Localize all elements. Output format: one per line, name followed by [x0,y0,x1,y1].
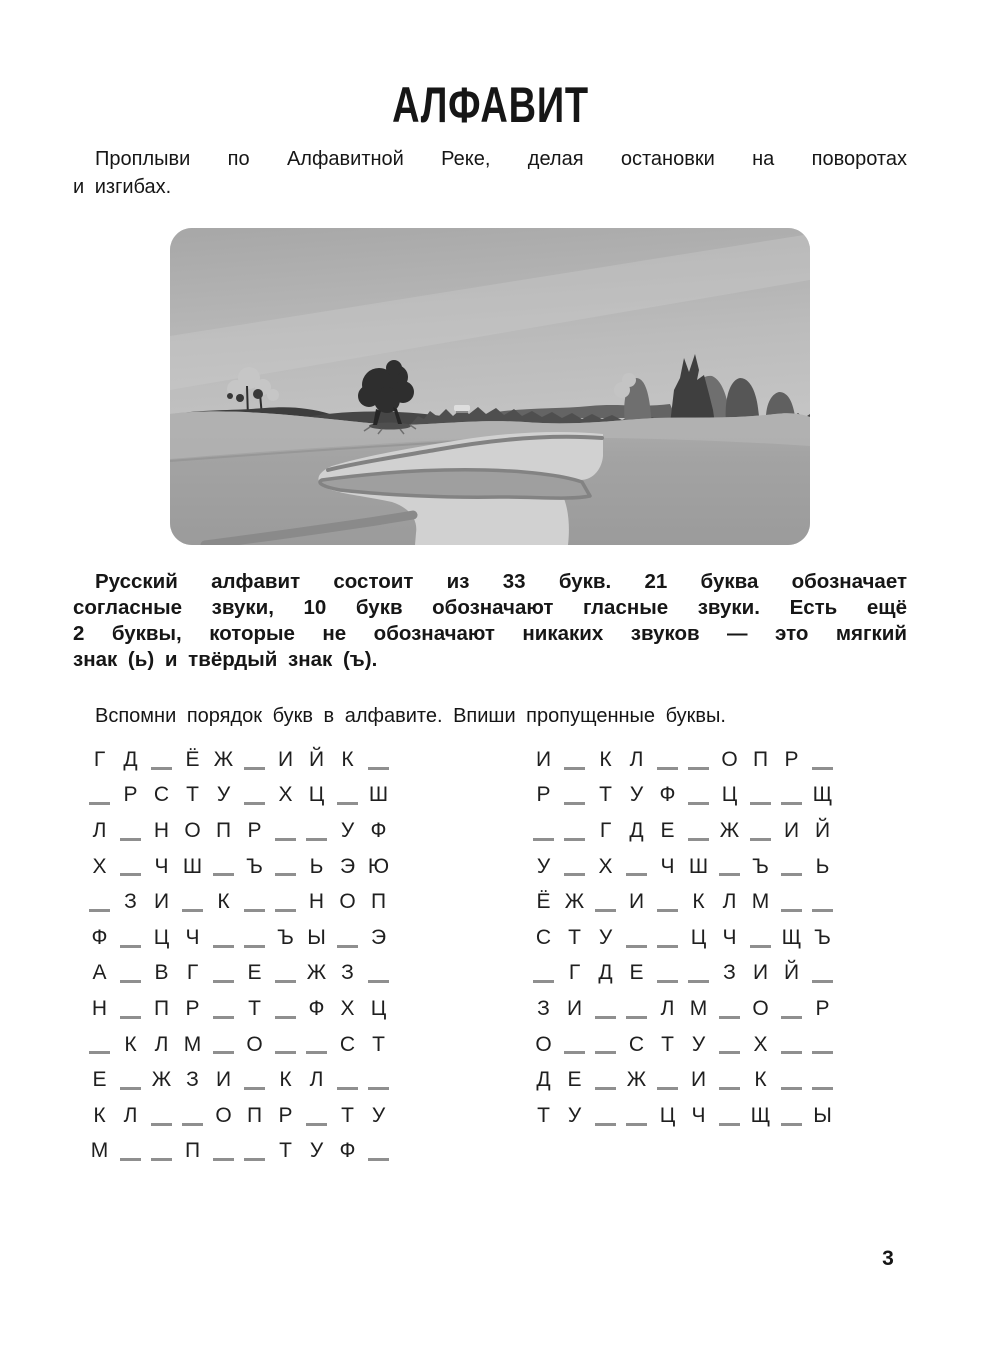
missing-letter-blank[interactable] [115,849,146,885]
letter-cell: Ф [339,1139,356,1163]
letter-cell: Л [629,747,644,771]
letter-cell: Х [278,783,293,807]
letter-cell: Р [123,783,138,807]
letter-cell: Г [186,961,199,985]
letter-cell: Т [661,1032,674,1056]
letter-cell: Д [598,961,613,985]
letter-cell: Э [339,854,356,878]
missing-letter-blank[interactable] [332,1062,363,1098]
missing-letter-blank[interactable] [590,991,621,1027]
missing-letter-blank[interactable] [332,920,363,956]
letter-row [84,849,394,885]
letter-row [528,742,838,778]
letter-cell: И [566,996,583,1020]
letter-cell: Д [123,747,138,771]
letter-cell: Ц [153,925,170,949]
missing-letter-blank[interactable] [115,991,146,1027]
page-title-text: АЛФАВИТ [391,77,589,133]
letter-cell: С [628,1032,645,1056]
missing-letter-blank[interactable] [146,1134,177,1170]
letter-cell: Й [308,747,325,771]
letter-cell: Ж [306,961,327,985]
missing-letter-blank[interactable] [621,849,652,885]
distant-hut-base [456,411,468,413]
letter-cell: И [628,890,645,914]
missing-letter-blank[interactable] [363,1062,394,1098]
missing-letter-blank[interactable] [115,813,146,849]
missing-letter-blank[interactable] [301,813,332,849]
letter-cell: Ъ [246,854,263,878]
letter-cell: Т [537,1103,550,1127]
letter-cell: Ф [91,925,108,949]
missing-letter-blank[interactable] [270,849,301,885]
missing-letter-blank[interactable] [559,742,590,778]
letter-cell: З [537,996,550,1020]
missing-letter-blank[interactable] [239,1062,270,1098]
letter-cell: И [277,747,294,771]
letter-cell: П [246,1103,263,1127]
letter-cell: К [124,1032,137,1056]
letter-cell: Х [753,1032,768,1056]
letter-cell: М [90,1139,109,1163]
missing-letter-blank[interactable] [776,778,807,814]
letter-cell: Х [92,854,107,878]
missing-letter-blank[interactable] [807,956,838,992]
missing-letter-blank[interactable] [270,884,301,920]
missing-letter-blank[interactable] [239,884,270,920]
letter-cell: Ж [626,1068,647,1092]
missing-letter-blank[interactable] [776,1027,807,1063]
river-landscape-illustration [170,228,810,545]
letter-row [528,1027,838,1063]
letter-cell: Т [279,1139,292,1163]
letter-cell: О [721,747,738,771]
letter-cell: К [599,747,612,771]
missing-letter-blank[interactable] [363,956,394,992]
letter-row [528,849,838,885]
letter-cell: П [752,747,769,771]
missing-letter-blank[interactable] [683,956,714,992]
letter-cell: Л [722,890,737,914]
missing-letter-blank[interactable] [714,991,745,1027]
letter-cell: Ч [154,854,169,878]
missing-letter-blank[interactable] [776,884,807,920]
letter-cell: А [92,961,107,985]
missing-letter-blank[interactable] [363,742,394,778]
missing-letter-blank[interactable] [239,742,270,778]
letter-row [528,813,838,849]
missing-letter-blank[interactable] [590,884,621,920]
letter-cell: К [692,890,705,914]
letter-cell: Е [92,1068,107,1092]
letter-cell: С [535,925,552,949]
letter-cell: П [215,818,232,842]
letter-cell: Ж [719,818,740,842]
letter-cell: П [153,996,170,1020]
missing-letter-blank[interactable] [807,742,838,778]
letter-cell: Ч [691,1103,706,1127]
missing-letter-blank[interactable] [683,778,714,814]
letter-row [84,884,394,920]
intro-line: Проплыви по Алфавитной Реке, делая остановки на поворотах [95,148,907,170]
letter-row [84,742,394,778]
missing-letter-blank[interactable] [84,1027,115,1063]
distant-hut [454,405,470,411]
letter-cell: И [690,1068,707,1092]
letter-cell: И [153,890,170,914]
missing-letter-blank[interactable] [84,884,115,920]
letter-cell: Ё [185,747,200,771]
letter-cell: К [754,1068,767,1092]
missing-letter-blank[interactable] [776,991,807,1027]
missing-letter-blank[interactable] [239,920,270,956]
letter-cell: Й [814,818,831,842]
letter-cell: З [186,1068,199,1092]
missing-letter-blank[interactable] [559,849,590,885]
letter-cell: С [339,1032,356,1056]
letter-cell: Г [568,961,581,985]
river-tongue [320,470,590,498]
info-paragraph [73,569,907,673]
missing-letter-blank[interactable] [528,956,559,992]
missing-letter-blank[interactable] [177,1098,208,1134]
letter-row [528,778,838,814]
page-number: 3 [882,1247,894,1270]
missing-letter-blank[interactable] [807,1027,838,1063]
letter-row [528,991,838,1027]
missing-letter-blank[interactable] [590,1027,621,1063]
letter-cell: Х [340,996,355,1020]
letter-cell: В [154,961,169,985]
intro-paragraph [73,146,907,201]
letter-cell: Ё [536,890,551,914]
letter-row [528,920,838,956]
letter-row [84,956,394,992]
letter-cell: У [598,925,613,949]
letter-cell: Ч [185,925,200,949]
letter-cell: Ы [813,1103,832,1127]
letter-cell: У [567,1103,582,1127]
missing-letter-blank[interactable] [621,1098,652,1134]
letter-cell: Е [567,1068,582,1092]
letter-cell: И [535,747,552,771]
letter-cell: Д [536,1068,551,1092]
missing-letter-blank[interactable] [652,1062,683,1098]
letter-cell: О [215,1103,232,1127]
missing-letter-blank[interactable] [559,813,590,849]
missing-letter-blank[interactable] [745,813,776,849]
letter-cell: У [371,1103,386,1127]
letter-cell: Т [341,1103,354,1127]
intro-line: и изгибах. [73,175,172,198]
letter-cell: К [341,747,354,771]
letter-cell: Й [783,961,800,985]
letter-cell: К [279,1068,292,1092]
letter-cell: Е [660,818,675,842]
letter-cell: Ъ [814,925,831,949]
letter-row [84,1062,394,1098]
missing-letter-blank[interactable] [590,1098,621,1134]
letter-cell: М [751,890,770,914]
missing-letter-blank[interactable] [115,920,146,956]
letter-cell: Р [185,996,200,1020]
letter-cell: Е [247,961,262,985]
letter-row [528,1098,838,1134]
letter-cell: Ш [182,854,203,878]
missing-letter-blank[interactable] [177,884,208,920]
letter-cell: М [689,996,708,1020]
letter-cell: Т [599,783,612,807]
task-instruction [73,703,907,730]
letter-cell: Р [784,747,799,771]
letter-cell: У [691,1032,706,1056]
letter-cell: Г [93,747,106,771]
missing-letter-blank[interactable] [776,1098,807,1134]
missing-letter-blank[interactable] [146,1098,177,1134]
letter-cell: У [309,1139,324,1163]
missing-letter-blank[interactable] [208,1027,239,1063]
letter-cell: М [183,1032,202,1056]
letter-cell: Ю [367,854,390,878]
letter-cell: Ф [308,996,325,1020]
letter-cell: К [217,890,230,914]
letter-cell: Р [247,818,262,842]
letter-cell: И [215,1068,232,1092]
letter-row [84,991,394,1027]
missing-letter-blank[interactable] [528,813,559,849]
letter-cell: Ц [659,1103,676,1127]
info-line: 2 буквы, которые не обозначают никаких звуков — это мягкий [73,621,907,645]
info-line: согласные звуки, 10 букв обозначают гласные звуки. Есть ещё [73,595,907,619]
letter-cell: Э [370,925,387,949]
missing-letter-blank[interactable] [301,1027,332,1063]
letter-cell: Л [92,818,107,842]
letter-cell: Ы [307,925,326,949]
letter-cell: Ж [564,890,585,914]
letter-cell: Ъ [752,854,769,878]
missing-letter-blank[interactable] [115,1134,146,1170]
letter-cell: К [93,1103,106,1127]
task-instruction-text: Вспомни порядок букв в алфавите. Впиши пропущенные буквы. [95,705,726,727]
letter-cell: Е [629,961,644,985]
letter-row [84,1098,394,1134]
missing-letter-blank[interactable] [683,813,714,849]
letter-cell: О [184,818,201,842]
letter-cell: Ф [659,783,676,807]
missing-letter-blank[interactable] [807,884,838,920]
missing-letter-blank[interactable] [652,956,683,992]
missing-letter-blank[interactable] [270,1027,301,1063]
letter-cell: Т [248,996,261,1020]
missing-letter-blank[interactable] [714,1062,745,1098]
missing-letter-blank[interactable] [559,778,590,814]
missing-letter-blank[interactable] [84,778,115,814]
missing-letter-blank[interactable] [745,778,776,814]
missing-letter-blank[interactable] [745,920,776,956]
letter-cell: Ц [690,925,707,949]
letter-cell: Т [186,783,199,807]
letter-row [528,956,838,992]
page-title [73,77,907,133]
letter-cell: О [246,1032,263,1056]
letter-cell: Щ [750,1103,771,1127]
missing-letter-blank[interactable] [363,1134,394,1170]
letter-cell: Г [599,818,612,842]
missing-letter-blank[interactable] [146,742,177,778]
letter-cell: У [216,783,231,807]
missing-letter-blank[interactable] [270,956,301,992]
missing-letter-blank[interactable] [270,991,301,1027]
letter-row [528,1062,838,1098]
letter-cell: Ъ [277,925,294,949]
letter-cell: З [341,961,354,985]
letter-cell: И [752,961,769,985]
missing-letter-blank[interactable] [621,920,652,956]
letter-cell: С [153,783,170,807]
missing-letter-blank[interactable] [332,778,363,814]
letter-row [84,1134,394,1170]
letter-cell: Н [308,890,325,914]
missing-letter-blank[interactable] [115,956,146,992]
letter-cell: Л [309,1068,324,1092]
river-landscape-image [170,228,810,545]
missing-letter-blank[interactable] [652,884,683,920]
puzzle-column-left [84,742,394,1169]
letter-cell: У [629,783,644,807]
missing-letter-blank[interactable] [208,956,239,992]
missing-letter-blank[interactable] [115,1062,146,1098]
letter-cell: Р [815,996,830,1020]
info-line: Русский алфавит состоит из 33 букв. 21 буква обозначает [95,570,907,593]
missing-letter-blank[interactable] [652,742,683,778]
missing-letter-blank[interactable] [590,1062,621,1098]
missing-letter-blank[interactable] [776,849,807,885]
letter-cell: Л [154,1032,169,1056]
missing-letter-blank[interactable] [208,849,239,885]
letter-cell: Т [568,925,581,949]
letter-cell: О [535,1032,552,1056]
letter-cell: У [340,818,355,842]
letter-cell: Ш [688,854,709,878]
letter-cell: Л [123,1103,138,1127]
letter-cell: Ж [213,747,234,771]
missing-letter-blank[interactable] [208,1134,239,1170]
letter-cell: О [339,890,356,914]
letter-cell: Ц [308,783,325,807]
letter-cell: О [752,996,769,1020]
letter-cell: Ц [370,996,387,1020]
letter-cell: Ц [721,783,738,807]
missing-letter-blank[interactable] [776,1062,807,1098]
puzzle-column-right [528,742,838,1134]
letter-cell: Ф [370,818,387,842]
missing-letter-blank[interactable] [239,778,270,814]
letter-row [84,920,394,956]
letter-cell: З [723,961,736,985]
letter-cell: Р [278,1103,293,1127]
missing-letter-blank[interactable] [239,1134,270,1170]
letter-cell: Т [372,1032,385,1056]
letter-cell: Н [153,818,170,842]
letter-cell: Н [91,996,108,1020]
missing-letter-blank[interactable] [652,920,683,956]
missing-letter-blank[interactable] [714,1027,745,1063]
missing-letter-blank[interactable] [559,1027,590,1063]
missing-letter-blank[interactable] [807,1062,838,1098]
letter-cell: Ш [368,783,389,807]
letter-cell: Ь [309,854,324,878]
letter-cell: Ь [815,854,830,878]
letter-cell: П [370,890,387,914]
missing-letter-blank[interactable] [714,1098,745,1134]
info-line: знак (ь) и твёрдый знак (ъ). [73,647,378,671]
letter-cell: З [124,890,137,914]
missing-letter-blank[interactable] [621,991,652,1027]
letter-row [528,884,838,920]
letter-cell: У [536,854,551,878]
letter-cell: Ч [722,925,737,949]
letter-cell: Щ [812,783,833,807]
letter-cell: Р [536,783,551,807]
missing-letter-blank[interactable] [683,742,714,778]
letter-cell: Х [598,854,613,878]
letter-cell: Л [660,996,675,1020]
missing-letter-blank[interactable] [270,813,301,849]
letter-row [84,813,394,849]
missing-letter-blank[interactable] [208,991,239,1027]
letter-cell: Д [629,818,644,842]
letter-cell: Ч [660,854,675,878]
missing-letter-blank[interactable] [714,849,745,885]
letter-cell: И [783,818,800,842]
missing-letter-blank[interactable] [301,1098,332,1134]
letter-row [84,778,394,814]
missing-letter-blank[interactable] [208,920,239,956]
letter-cell: Щ [781,925,802,949]
letter-row [84,1027,394,1063]
letter-cell: П [184,1139,201,1163]
letter-cell: Ж [151,1068,172,1092]
